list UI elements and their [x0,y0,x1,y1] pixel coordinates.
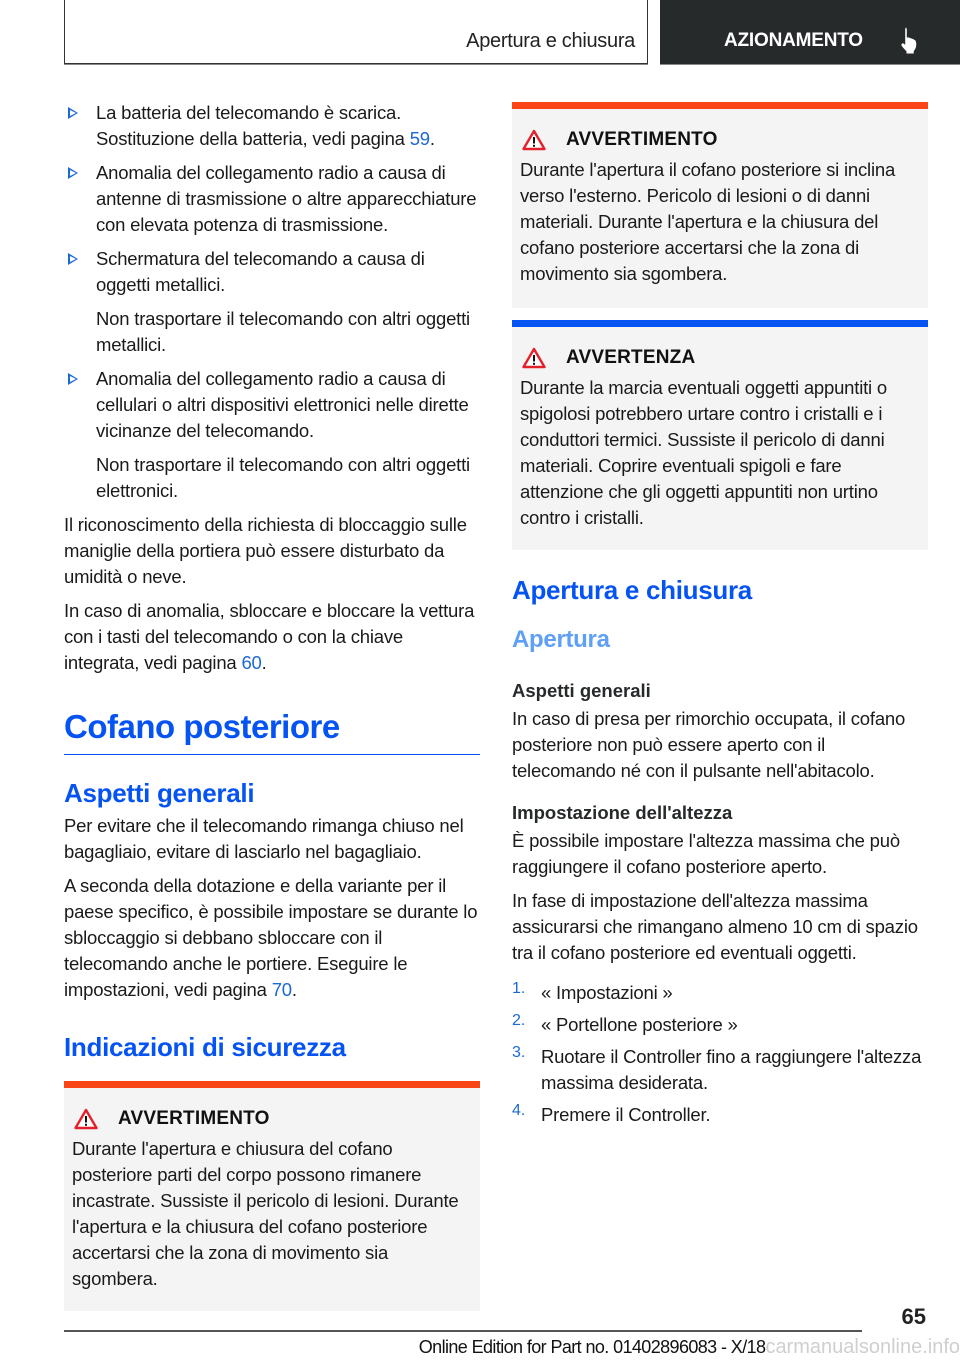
paragraph-recognition: Il riconoscimento della richiesta di bloccaggio sulle maniglie della portiera può essere disturbato da umidità o neve. [64,514,467,587]
steps-list [512,980,928,1128]
callout-text: Durante la marcia eventuali oggetti appuntiti o spigolosi potrebbero urtare contro i cristalli e i conduttori termici. Sussiste il pericolo di danni materiali. Coprire eventuali spigoli e fare attenzione che gli oggetti appuntiti non urtino contro i cristalli. [520,377,887,528]
heading-apertura-chiusura: Apertura e chiusura [512,575,752,605]
page-number: 65 [901,1304,926,1329]
edition-text: Online Edition for Part no. 01402896083 - X/18 [418,1337,766,1357]
callout-title-text: AVVERTIMENTO [566,129,718,150]
step-text: Ruotare il Controller fino a raggiungere l'altezza massima desiderata. [541,1046,922,1093]
paragraph-trailer: In caso di presa per rimorchio occupata, il cofano posteriore non può essere aperto con il telecomando né con il pulsante nell'abitacolo. [512,708,906,781]
step-number: 4. [512,1102,526,1119]
punctuation: . [261,652,267,673]
list-item-text: La batteria del telecomando è scarica. Sostituzione della batteria, vedi pagina [96,102,410,149]
list-item-subtext: Non trasportare il telecomando con altri oggetti elettronici. [96,454,470,501]
paragraph-anomaly [64,598,480,676]
page-link-59[interactable]: 59 [409,128,430,149]
list-item [64,246,480,358]
step-item [512,1044,928,1096]
punctuation: . [291,979,297,1000]
triangle-bullet-icon [68,253,78,265]
page-link-70[interactable]: 70 [271,979,292,1000]
callout-title [520,347,920,369]
warning-triangle-icon [522,347,546,369]
punctuation: . [429,128,435,149]
warning-callout [512,102,928,308]
callout-text: Durante l'apertura e chiusura del cofano posteriore parti del corpo possono rimanere incastrate. Sussiste il pericolo di lesioni. Durante l'apertura e la chiusura del cofano posteriore accertarsi che la zona di movimento sia sgombera. [72,1138,459,1289]
warning-triangle-icon [74,1108,98,1130]
troubleshooting-list [64,100,480,504]
heading-aspetti-generali: Aspetti generali [64,778,255,808]
header-chapter-title: AZIONAMENTO [724,30,863,51]
list-item-text: Anomalia del collegamento radio a causa di antenne di trasmissione o altre apparecchiature con elevata potenza di trasmissione. [96,162,477,235]
notice-callout [512,320,928,550]
callout-title-text: AVVERTENZA [566,347,696,368]
footer-edition [0,1336,960,1359]
heading-apertura: Apertura [512,626,610,653]
header-section-title: Apertura e chiusura [466,30,635,52]
footer-divider [64,1330,862,1332]
paragraph-general-1: Per evitare che il telecomando rimanga chiuso nel bagagliaio, evitare di lasciarlo nel bagagliaio. [64,815,464,862]
step-number: 1. [512,980,526,997]
heading-aspetti-generali: Aspetti generali [512,680,651,701]
step-item [512,980,928,1006]
step-text: « Impostazioni » [541,982,673,1003]
header-chapter-tab[interactable] [660,0,960,64]
paragraph-text: A seconda della dotazione e della variante per il paese specifico, è possibile impostare se durante lo sbloccaggio si debbano sbloccare con il telecomando anche le portiere. Eseguire le impostazioni, vedi pagina [64,875,478,1000]
step-item [512,1102,928,1128]
triangle-bullet-icon [68,373,78,385]
heading-indicazioni-sicurezza: Indicazioni di sicurezza [64,1032,346,1062]
step-item [512,1012,928,1038]
step-number: 3. [512,1044,526,1061]
left-column [64,100,480,1311]
watermark[interactable]: carmanualsonline.info [765,1336,960,1358]
list-item-text: Schermatura del telecomando a causa di oggetti metallici. [96,248,425,295]
paragraph-height-2: In fase di impostazione dell'altezza massima assicurarsi che rimangano almeno 10 cm di spazio tra il cofano posteriore ed eventuali oggetti. [512,890,918,963]
callout-title [72,1108,472,1130]
list-item [64,100,480,152]
list-item-text: Anomalia del collegamento radio a causa di cellulari o altri dispositivi elettronici nelle dirette vicinanze del telecomando. [96,368,469,441]
triangle-bullet-icon [68,167,78,179]
heading-impostazione-altezza: Impostazione dell'altezza [512,802,733,823]
hand-pointer-icon [898,26,920,54]
step-text: Premere il Controller. [541,1104,711,1125]
callout-title-text: AVVERTIMENTO [118,1108,270,1129]
callout-title [520,129,920,151]
heading-cofano-posteriore: Cofano posteriore [64,706,480,755]
warning-callout [64,1081,480,1311]
paragraph-text: In caso di anomalia, sbloccare e bloccare la vettura con i tasti del telecomando o con la chiave integrata, vedi pagina [64,600,475,673]
step-text: « Portellone posteriore » [541,1014,738,1035]
paragraph-general-2 [64,873,480,1003]
paragraph-height-1: È possibile impostare l'altezza massima che può raggiungere il cofano posteriore aperto. [512,830,900,877]
warning-triangle-icon [522,129,546,151]
page-link-60[interactable]: 60 [241,652,262,673]
step-number: 2. [512,1012,526,1029]
right-column [512,102,928,1134]
callout-text: Durante l'apertura il cofano posteriore si inclina verso l'esterno. Pericolo di lesioni o di danni materiali. Durante l'apertura e la chiusura del cofano posteriore accertarsi che la zona di movimento sia sgombera. [520,159,896,284]
header-section-box [64,0,648,64]
list-item [64,160,480,238]
list-item [64,366,480,504]
triangle-bullet-icon [68,107,78,119]
list-item-subtext: Non trasportare il telecomando con altri oggetti metallici. [96,308,470,355]
